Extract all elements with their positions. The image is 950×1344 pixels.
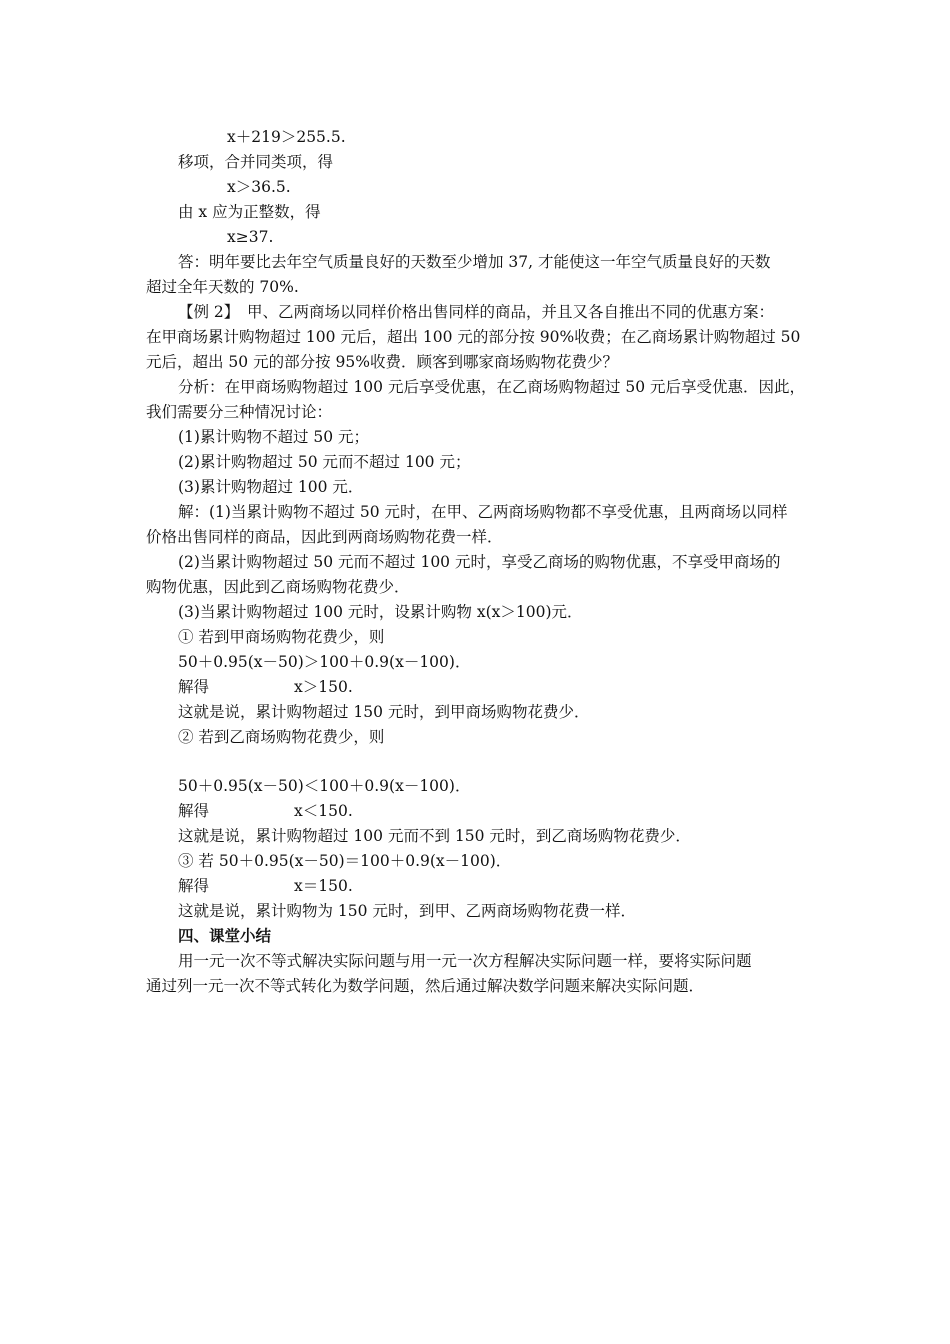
solve-result: x＝150. — [294, 877, 353, 895]
equation-line: x＞36.5. — [227, 178, 291, 196]
text-line: 这就是说，累计购物为 150 元时，到甲、乙两商场购物花费一样． — [178, 902, 636, 920]
solve-row — [178, 876, 209, 896]
text-line: ③ 若 50＋0.95(x－50)＝100＋0.9(x－100)． — [178, 852, 512, 870]
text-line: 移项，合并同类项，得 — [178, 153, 334, 171]
case-item: (2)累计购物超过 50 元而不超过 100 元； — [178, 453, 471, 471]
text-line: ② 若到乙商场购物花费少，则 — [178, 728, 385, 746]
text-line: 由 x 应为正整数，得 — [178, 203, 321, 221]
solve-label: 解得 — [178, 802, 210, 820]
text-line: 我们需要分三种情况讨论： — [146, 403, 333, 421]
summary-line: 用一元一次不等式解决实际问题与用一元一次方程解决实际问题一样，要将实际问题 — [178, 952, 752, 970]
text-line: (3)当累计购物超过 100 元时，设累计购物 x(x＞100)元． — [178, 603, 583, 621]
text-line: 元后，超出 50 元的部分按 95%收费．顾客到哪家商场购物花费少？ — [146, 353, 618, 371]
text-line: 购物优惠，因此到乙商场购物花费少． — [146, 578, 410, 596]
text-line: 价格出售同样的商品，因此到两商场购物花费一样． — [146, 528, 503, 546]
equation-line: x＋219＞255.5. — [227, 128, 346, 146]
equation-line: 50＋0.95(x－50)＞100＋0.9(x－100)． — [178, 653, 471, 671]
equation-line: x≥37. — [227, 228, 274, 246]
text-line: 在甲商场累计购物超过 100 元后，超出 100 元的部分按 90%收费；在乙商场累计购物超过 50 — [146, 328, 801, 346]
equation-line: 50＋0.95(x－50)＜100＋0.9(x－100)． — [178, 777, 471, 795]
solution-line: 解：(1)当累计购物不超过 50 元时，在甲、乙两商场购物都不享受优惠，且两商场以同样 — [178, 503, 788, 521]
analysis-line: 分析：在甲商场购物超过 100 元后享受优惠，在乙商场购物超过 50 元后享受优惠．因此， — [178, 378, 806, 396]
case-item: (3)累计购物超过 100 元． — [178, 478, 364, 496]
answer-line: 答：明年要比去年空气质量良好的天数至少增加 37, 才能使这一年空气质量良好的天数 — [178, 253, 771, 271]
solve-label: 解得 — [178, 877, 210, 895]
text-line: ① 若到甲商场购物花费少，则 — [178, 628, 385, 646]
section-heading: 四、课堂小结 — [178, 926, 272, 945]
text-line: (2)当累计购物超过 50 元而不超过 100 元时，享受乙商场的购物优惠，不享受甲商场的 — [178, 553, 781, 571]
example-2-title: 【例 2】 甲、乙两商场以同样价格出售同样的商品，并且又各自推出不同的优惠方案： — [178, 303, 775, 321]
solve-row — [178, 801, 209, 821]
summary-line: 通过列一元一次不等式转化为数学问题，然后通过解决数学问题来解决实际问题． — [146, 977, 705, 995]
solve-result: x＞150. — [294, 678, 353, 696]
text-line: 超过全年天数的 70%. — [146, 278, 299, 296]
case-item: (1)累计购物不超过 50 元； — [178, 428, 370, 446]
solve-row — [178, 677, 209, 697]
solve-label: 解得 — [178, 678, 210, 696]
text-line: 这就是说，累计购物超过 150 元时，到甲商场购物花费少． — [178, 703, 590, 721]
solve-result: x＜150. — [294, 802, 353, 820]
text-line: 这就是说，累计购物超过 100 元而不到 150 元时，到乙商场购物花费少． — [178, 827, 691, 845]
